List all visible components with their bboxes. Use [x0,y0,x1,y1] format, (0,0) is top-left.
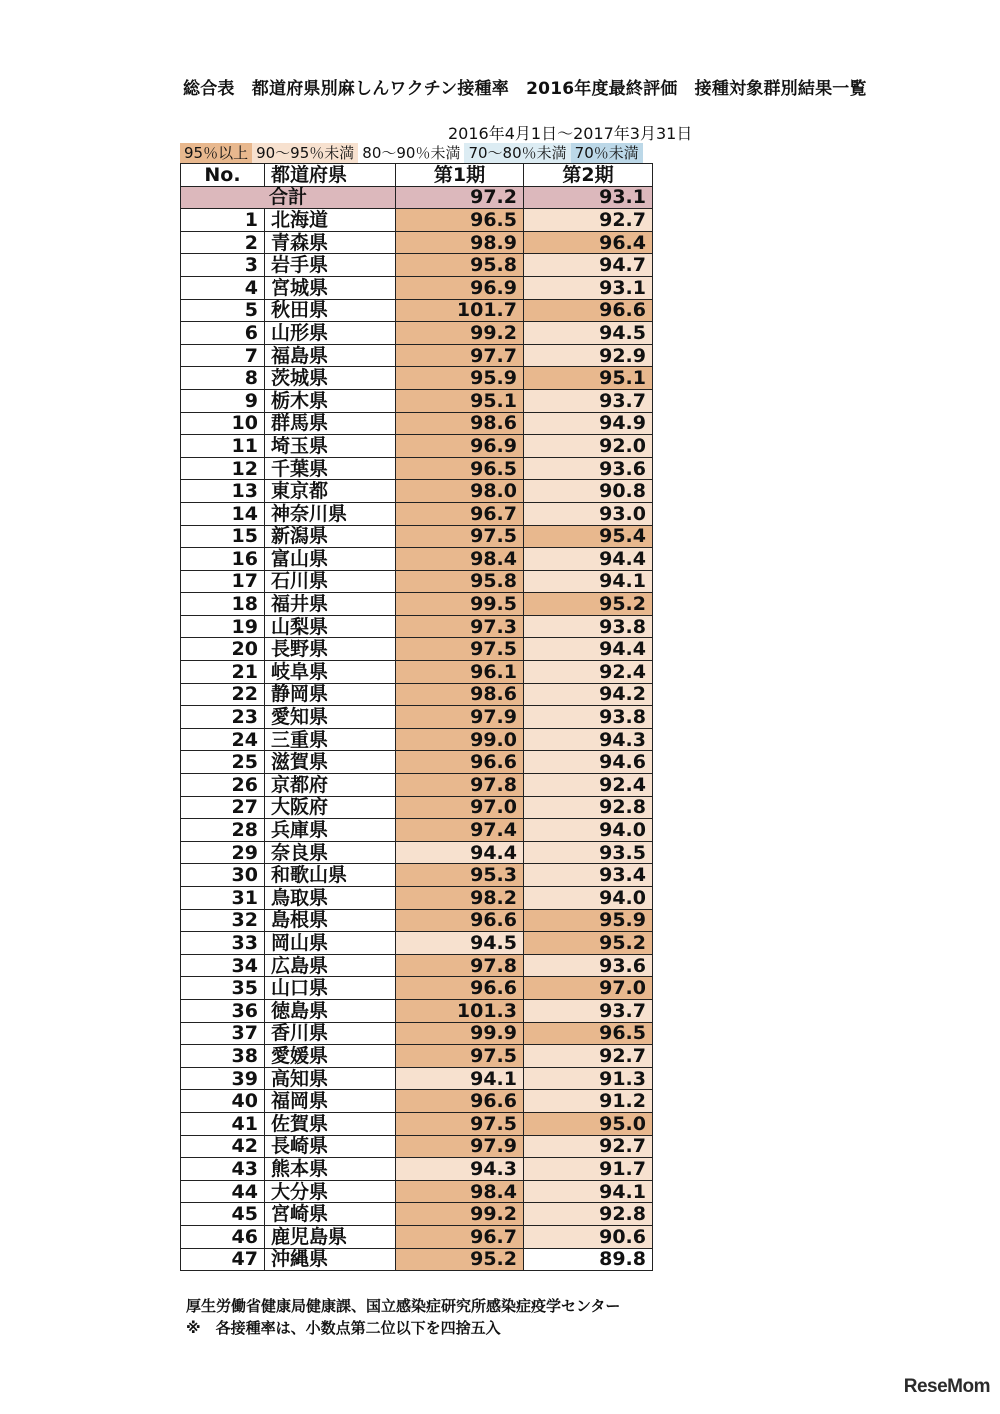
row-no: 11 [181,435,265,458]
row-prefecture: 三重県 [265,728,396,751]
table-row [181,841,653,864]
row-period2: 89.8 [524,1248,653,1271]
row-prefecture: 徳島県 [265,999,396,1022]
row-no: 2 [181,231,265,254]
row-no: 33 [181,932,265,955]
row-no: 18 [181,593,265,616]
table-row [181,1067,653,1090]
row-no: 9 [181,389,265,412]
table-row [181,548,653,571]
row-period2: 94.4 [524,548,653,571]
row-no: 46 [181,1225,265,1248]
row-period2: 96.5 [524,1022,653,1045]
row-period1: 96.1 [396,661,524,684]
table-row [181,819,653,842]
table-row [181,1158,653,1181]
row-period2: 93.8 [524,615,653,638]
row-prefecture: 静岡県 [265,683,396,706]
row-no: 7 [181,344,265,367]
row-period2: 92.4 [524,774,653,797]
table-row [181,457,653,480]
row-period2: 94.2 [524,683,653,706]
row-no: 20 [181,638,265,661]
row-prefecture: 奈良県 [265,841,396,864]
row-period2: 94.1 [524,1180,653,1203]
row-prefecture: 栃木県 [265,389,396,412]
header-period1: 第1期 [396,164,524,187]
row-prefecture: 鳥取県 [265,887,396,910]
row-period2: 95.2 [524,932,653,955]
row-period2: 97.0 [524,977,653,1000]
table-row [181,1203,653,1226]
table-row [181,909,653,932]
row-prefecture: 東京都 [265,480,396,503]
header-period2: 第2期 [524,164,653,187]
row-period1: 95.3 [396,864,524,887]
row-prefecture: 兵庫県 [265,819,396,842]
row-period2: 92.0 [524,435,653,458]
row-period2: 95.1 [524,367,653,390]
row-no: 6 [181,322,265,345]
legend-90-95: 90～95％未満 [252,143,358,163]
row-period2: 93.7 [524,389,653,412]
row-period2: 93.5 [524,841,653,864]
row-no: 40 [181,1090,265,1113]
row-no: 35 [181,977,265,1000]
row-period1: 97.8 [396,774,524,797]
row-no: 41 [181,1112,265,1135]
table-row [181,683,653,706]
row-period2: 95.9 [524,909,653,932]
row-period2: 93.8 [524,706,653,729]
row-period2: 92.7 [524,1045,653,1068]
row-prefecture: 群馬県 [265,412,396,435]
row-period1: 98.0 [396,480,524,503]
table-row [181,389,653,412]
table-row [181,322,653,345]
row-period2: 93.1 [524,276,653,299]
legend-under-70: 70％未満 [571,143,643,163]
table-row [181,480,653,503]
table-row [181,254,653,277]
table-row [181,367,653,390]
row-prefecture: 沖縄県 [265,1248,396,1271]
total-row [181,186,653,209]
row-prefecture: 宮城県 [265,276,396,299]
row-period1: 98.9 [396,231,524,254]
row-period2: 95.2 [524,593,653,616]
row-no: 26 [181,774,265,797]
row-period1: 97.9 [396,706,524,729]
table-row [181,977,653,1000]
table-row [181,932,653,955]
row-period1: 98.4 [396,548,524,571]
row-no: 15 [181,525,265,548]
row-prefecture: 和歌山県 [265,864,396,887]
table-row [181,1225,653,1248]
row-prefecture: 埼玉県 [265,435,396,458]
row-period1: 97.5 [396,638,524,661]
period-range: 2016年4月1日～2017年3月31日 [448,124,693,143]
table-row [181,209,653,232]
row-no: 32 [181,909,265,932]
legend-80-90: 80～90％未満 [358,143,464,163]
table-row [181,887,653,910]
row-prefecture: 岩手県 [265,254,396,277]
row-period1: 96.5 [396,209,524,232]
row-prefecture: 滋賀県 [265,751,396,774]
row-no: 31 [181,887,265,910]
row-prefecture: 京都府 [265,774,396,797]
legend-70-80: 70～80％未満 [464,143,570,163]
row-period2: 92.7 [524,1135,653,1158]
row-period1: 96.6 [396,751,524,774]
row-period1: 97.5 [396,1045,524,1068]
row-no: 4 [181,276,265,299]
table-row [181,954,653,977]
row-no: 38 [181,1045,265,1068]
row-period2: 92.9 [524,344,653,367]
table-row [181,999,653,1022]
row-no: 34 [181,954,265,977]
row-period1: 94.1 [396,1067,524,1090]
row-no: 47 [181,1248,265,1271]
row-prefecture: 鹿児島県 [265,1225,396,1248]
row-period1: 101.7 [396,299,524,322]
row-no: 25 [181,751,265,774]
table-row [181,728,653,751]
row-period2: 94.7 [524,254,653,277]
row-no: 5 [181,299,265,322]
row-prefecture: 山口県 [265,977,396,1000]
table-row [181,864,653,887]
resemom-logo: ReseMom [903,1376,990,1397]
row-period2: 90.8 [524,480,653,503]
table-header-row [181,164,653,187]
row-period1: 95.8 [396,254,524,277]
row-prefecture: 大阪府 [265,796,396,819]
row-period2: 94.5 [524,322,653,345]
row-prefecture: 千葉県 [265,457,396,480]
row-no: 17 [181,570,265,593]
row-no: 12 [181,457,265,480]
row-prefecture: 山形県 [265,322,396,345]
row-period1: 96.5 [396,457,524,480]
row-period2: 95.0 [524,1112,653,1135]
total-label: 合計 [181,186,396,209]
row-period1: 97.9 [396,1135,524,1158]
row-period1: 95.1 [396,389,524,412]
row-no: 42 [181,1135,265,1158]
row-period2: 94.3 [524,728,653,751]
row-period2: 91.2 [524,1090,653,1113]
row-prefecture: 長野県 [265,638,396,661]
row-prefecture: 富山県 [265,548,396,571]
header-prefecture: 都道府県 [265,164,396,187]
total-period2: 93.1 [524,186,653,209]
row-prefecture: 広島県 [265,954,396,977]
color-legend [180,143,643,163]
row-period1: 96.9 [396,435,524,458]
row-no: 10 [181,412,265,435]
row-period2: 94.9 [524,412,653,435]
row-period1: 99.9 [396,1022,524,1045]
row-period2: 96.6 [524,299,653,322]
source-note: 厚生労働省健康局健康課、国立感染症研究所感染症疫学センター [186,1297,621,1315]
table-row [181,638,653,661]
row-prefecture: 新潟県 [265,525,396,548]
row-period2: 93.4 [524,864,653,887]
row-period2: 94.4 [524,638,653,661]
row-no: 1 [181,209,265,232]
table-row [181,525,653,548]
row-prefecture: 石川県 [265,570,396,593]
table-row [181,502,653,525]
table-row [181,231,653,254]
row-no: 28 [181,819,265,842]
row-no: 24 [181,728,265,751]
row-period1: 98.6 [396,683,524,706]
row-no: 19 [181,615,265,638]
row-period2: 93.7 [524,999,653,1022]
row-period1: 96.9 [396,276,524,299]
row-period2: 93.0 [524,502,653,525]
legend-95-plus: 95％以上 [180,143,252,163]
row-period2: 95.4 [524,525,653,548]
row-period2: 94.1 [524,570,653,593]
table-row [181,1112,653,1135]
vaccination-rate-table [180,163,653,1271]
table-row [181,435,653,458]
row-prefecture: 宮崎県 [265,1203,396,1226]
row-no: 36 [181,999,265,1022]
row-period2: 93.6 [524,954,653,977]
row-period2: 90.6 [524,1225,653,1248]
table-row [181,344,653,367]
table-row [181,1248,653,1271]
row-period2: 92.8 [524,796,653,819]
row-no: 21 [181,661,265,684]
row-no: 3 [181,254,265,277]
row-prefecture: 愛媛県 [265,1045,396,1068]
row-no: 27 [181,796,265,819]
row-period1: 99.2 [396,322,524,345]
table-row [181,615,653,638]
row-period2: 92.7 [524,209,653,232]
table-row [181,276,653,299]
row-no: 44 [181,1180,265,1203]
footer [186,1295,620,1339]
row-prefecture: 岐阜県 [265,661,396,684]
row-no: 37 [181,1022,265,1045]
row-period1: 95.8 [396,570,524,593]
table-row [181,570,653,593]
row-prefecture: 熊本県 [265,1158,396,1181]
header-no: No. [181,164,265,187]
row-prefecture: 長崎県 [265,1135,396,1158]
row-prefecture: 香川県 [265,1022,396,1045]
row-prefecture: 山梨県 [265,615,396,638]
table-row [181,593,653,616]
row-period1: 94.5 [396,932,524,955]
row-period2: 94.0 [524,819,653,842]
row-period1: 94.3 [396,1158,524,1181]
row-period1: 101.3 [396,999,524,1022]
row-period1: 96.7 [396,502,524,525]
table-row [181,1022,653,1045]
row-period1: 98.6 [396,412,524,435]
table-row [181,1090,653,1113]
row-prefecture: 佐賀県 [265,1112,396,1135]
table-row [181,796,653,819]
table-row [181,751,653,774]
row-prefecture: 青森県 [265,231,396,254]
row-prefecture: 島根県 [265,909,396,932]
row-period2: 91.3 [524,1067,653,1090]
row-period1: 98.2 [396,887,524,910]
table-row [181,774,653,797]
row-no: 29 [181,841,265,864]
row-prefecture: 秋田県 [265,299,396,322]
row-prefecture: 茨城県 [265,367,396,390]
table-row [181,1180,653,1203]
row-period1: 96.6 [396,909,524,932]
table-row [181,706,653,729]
row-period1: 97.5 [396,1112,524,1135]
row-period2: 91.7 [524,1158,653,1181]
table-row [181,412,653,435]
row-period2: 94.0 [524,887,653,910]
row-period1: 97.4 [396,819,524,842]
row-no: 8 [181,367,265,390]
row-period1: 97.0 [396,796,524,819]
row-prefecture: 福岡県 [265,1090,396,1113]
row-no: 43 [181,1158,265,1181]
row-period2: 92.4 [524,661,653,684]
row-period1: 95.9 [396,367,524,390]
table-row [181,1045,653,1068]
row-period1: 97.5 [396,525,524,548]
row-prefecture: 北海道 [265,209,396,232]
row-prefecture: 岡山県 [265,932,396,955]
table-row [181,299,653,322]
page-title: 総合表 都道府県別麻しんワクチン接種率 2016年度最終評価 接種対象群別結果一覧 [183,79,867,99]
table-row [181,661,653,684]
row-period1: 98.4 [396,1180,524,1203]
row-period1: 97.8 [396,954,524,977]
table-row [181,1135,653,1158]
row-period2: 96.4 [524,231,653,254]
row-no: 16 [181,548,265,571]
row-period1: 99.5 [396,593,524,616]
row-period1: 94.4 [396,841,524,864]
row-period1: 95.2 [396,1248,524,1271]
row-period1: 97.7 [396,344,524,367]
row-prefecture: 高知県 [265,1067,396,1090]
row-period1: 97.3 [396,615,524,638]
row-period1: 99.0 [396,728,524,751]
row-period1: 99.2 [396,1203,524,1226]
row-period1: 96.6 [396,1090,524,1113]
row-prefecture: 福井県 [265,593,396,616]
row-period1: 96.7 [396,1225,524,1248]
row-period2: 94.6 [524,751,653,774]
row-no: 23 [181,706,265,729]
row-no: 39 [181,1067,265,1090]
row-no: 13 [181,480,265,503]
row-no: 22 [181,683,265,706]
row-period1: 96.6 [396,977,524,1000]
row-prefecture: 福島県 [265,344,396,367]
row-no: 45 [181,1203,265,1226]
row-no: 14 [181,502,265,525]
row-period2: 92.8 [524,1203,653,1226]
row-prefecture: 愛知県 [265,706,396,729]
row-prefecture: 神奈川県 [265,502,396,525]
row-period2: 93.6 [524,457,653,480]
rounding-note: ※ 各接種率は、小数点第二位以下を四捨五入 [186,1319,501,1337]
row-no: 30 [181,864,265,887]
total-period1: 97.2 [396,186,524,209]
row-prefecture: 大分県 [265,1180,396,1203]
